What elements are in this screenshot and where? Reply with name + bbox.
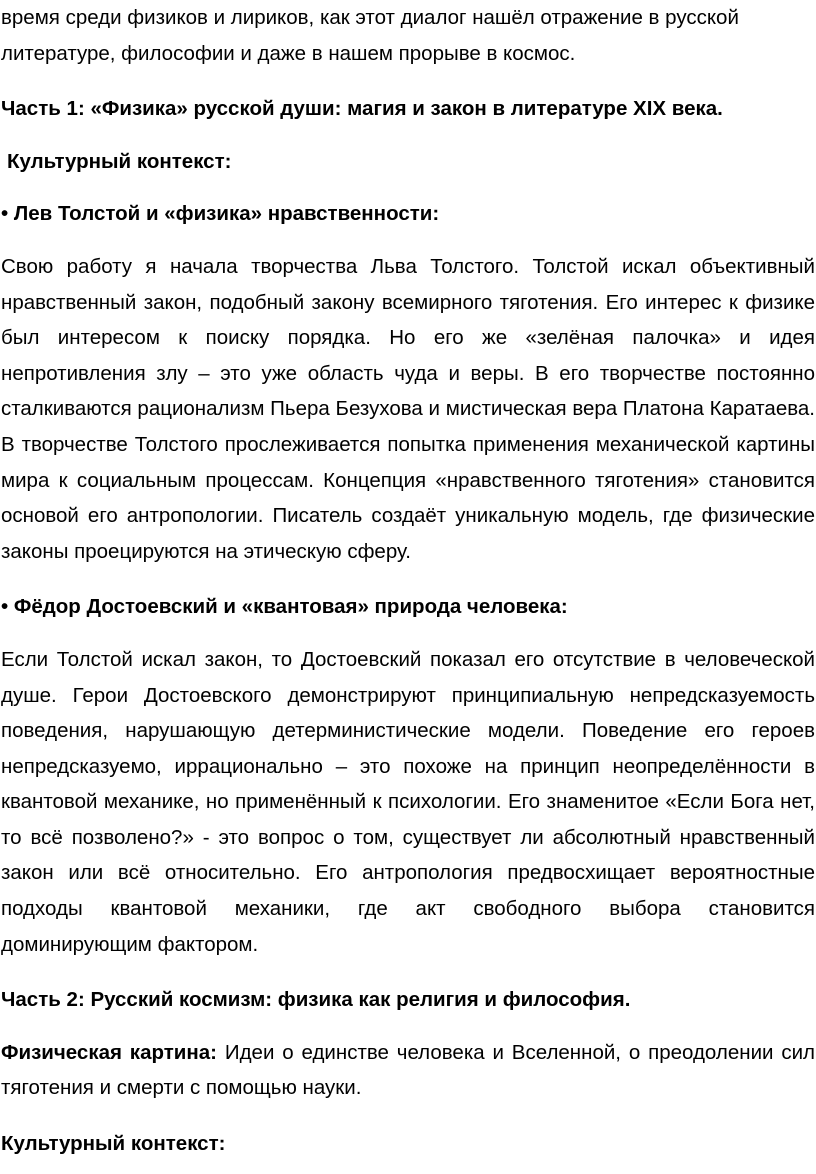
physical-picture-label: Физическая картина: — [1, 1040, 217, 1064]
tolstoy-paragraph: Свою работу я начала творчества Льва Толстого. Толстой искал объективный нравственный закон, подобный закону всемирного тяготения. Его интерес к физике был интересом к поиску порядка. Но его же «зелёная палочка» и идея непротивления злу – это уже область чуда и веры. В его творчестве постоянно сталкиваются рационализм Пьера Безухова и мистическая вера Платона Каратаева. В творчестве Толстого прослеживается попытка применения механической картины мира к социальным процессам. Концепция «нравственного тяготения» становится основой его антропологии. Писатель создаёт уникальную модель, где физические законы проецируются на этическую сферу. — [1, 254, 815, 563]
cultural-context-heading-2: Культурный контекст: — [1, 1132, 226, 1156]
tolstoy-heading: • Лев Толстой и «физика» нравственности: — [1, 202, 440, 226]
physical-picture-paragraph — [1, 1035, 815, 1106]
dostoevsky-heading: • Фёдор Достоевский и «квантовая» природа человека: — [1, 595, 568, 619]
cultural-context-heading-1: Культурный контекст: — [7, 149, 232, 173]
intro-paragraph: время среди физиков и лириков, как этот диалог нашёл отражение в русской литературе, философии и даже в нашем прорыве в космос. — [1, 6, 739, 65]
part2-title: Часть 2: Русский космизм: физика как религия и философия. — [1, 988, 631, 1012]
dostoevsky-paragraph: Если Толстой искал закон, то Достоевский показал его отсутствие в человеческой душе. Герои Достоевского демонстрируют принципиальную непредсказуемость поведения, нарушающую детерминистические модели. Поведение его героев непредсказуемо, иррационально – это похоже на принцип неопределённости в квантовой механике, но применённый к психологии. Его знаменитое «Если Бога нет, то всё позволено?» - это вопрос о том, существует ли абсолютный нравственный закон или всё относительно. Его антропология предвосхищает вероятностные подходы квантовой механики, где акт свободного выбора становится доминирующим фактором. — [1, 647, 815, 956]
document-body — [1, 0, 815, 1162]
physical-picture-text: Идеи о единстве человека и Вселенной, о преодолении сил тяготения и смерти с помощью науки. — [1, 1040, 815, 1100]
part1-title: Часть 1: «Физика» русской души: магия и закон в литературе XIX века. — [1, 97, 723, 121]
